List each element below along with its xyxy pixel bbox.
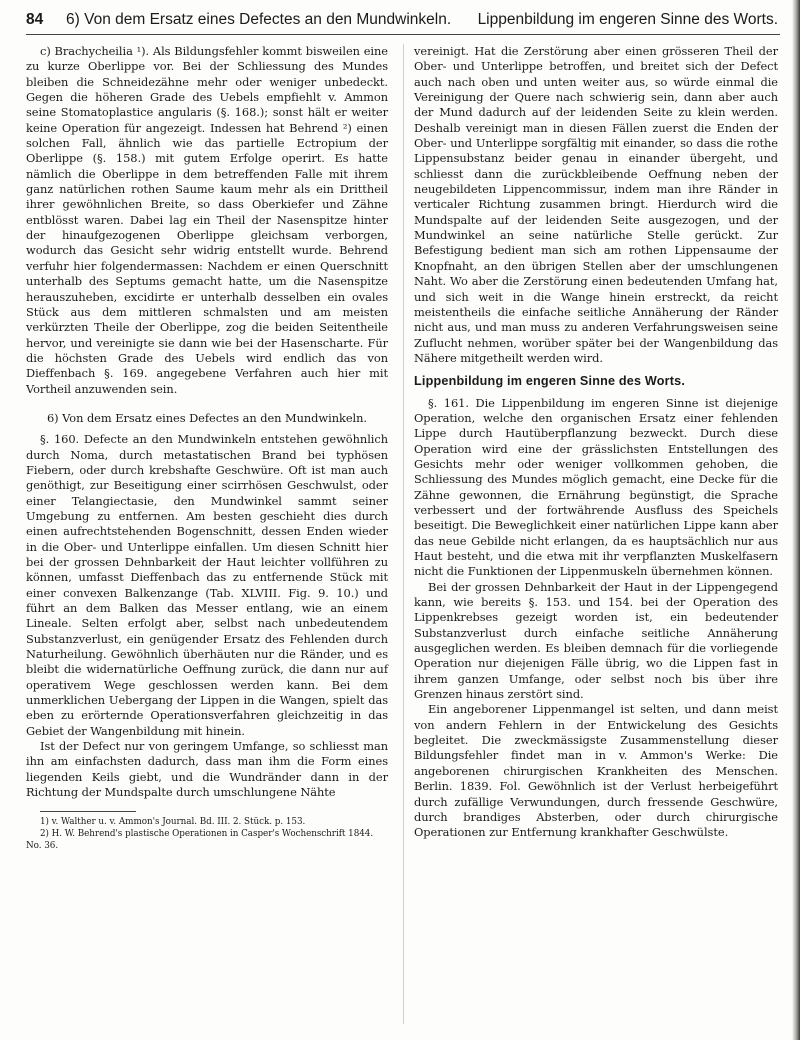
paragraph-brachycheilia: c) Brachycheilia ¹). Als Bildungsfehler kommt bisweilen eine zu kurze Oberlippe vor. Bei der Schliessung des Mundes bleiben die Schneidezähne mehr oder weniger unbedeckt. Gegen die höheren Grade des Uebels empfiehlt v. Ammon seine Stomatoplastice angularis (§. 168.); sonst hält er weiter keine Operation für angezeigt. Indessen hat Behrend ²) einen solchen Fall, ähnlich wie das partielle Ectropium der Oberlippe (§. 158.) mit gutem Erfolge operirt. Es hatte nämlich die Oberlippe in dem betreffenden Falle mit ihrem ganz natürlichen rothen Saume kaum mehr als ein Drittheil ihrer gewöhnlichen Breite, so dass Oberkiefer und Zähne entblösst waren. Dabei lag ein Theil der Nasenspitze hinter der hinaufgezogenen Oberlippe gleichsam verborgen, wodurch das Gesicht sehr widrig entstellt wurde. Behrend verfuhr hier folgendermassen: Nachdem er einen Querschnitt unterhalb des Septums gemacht hatte, um die Nasenspitze herauszuheben, excidirte er unterhalb desselben ein ovales Stück aus dem mittleren schmalsten und am meisten verkürzten Theile der Oberlippe, zog die beiden Seitentheile hervor, und vereinigte sie dann wie bei der Hasenscharte. Für die höchsten Grade des Uebels wird endlich das von Dieffenbach §. 169. angegebene Verfahren auch hier mit Vortheil anzuwenden sein. (26, 44, 388, 396)
running-header (26, 8, 780, 35)
paragraph-keil-naht: Ist der Defect nur von geringem Umfange, so schliesst man ihn am einfachsten dadurch, dass man ihm die Form eines liegenden Keils giebt, und die Wundränder dann in der Richtung der Mundspalte durch umschlungene Nähte (26, 739, 388, 800)
right-column (414, 44, 778, 841)
chapter-title: 6) Von dem Ersatz eines Defectes an den Mundwinkeln. (66, 11, 452, 28)
left-column (26, 44, 388, 852)
page-edge-shadow (792, 0, 800, 1040)
page-number: 84 (26, 11, 44, 28)
section-title-mundwinkel: 6) Von dem Ersatz eines Defectes an den Mundwinkeln. (46, 410, 367, 425)
subheading-lippenbildung: Lippenbildung im engeren Sinne des Worts. (414, 374, 686, 389)
paragraph-dehnbarkeit: Bei der grossen Dehnbarkeit der Haut in der Lippengegend kann, wie bereits §. 153. und 154. bei der Operation des Lippenkrebses gezeigt worden ist, ein bedeutender Substanzverlust durch einfache seitliche Annäherung ausgeglichen werden. Es bleiben demnach für die vorliegende Operation nur diejenigen Fälle übrig, wo die Lippen fast in ihrem ganzen Umfange, oder selbst noch bis über ihre Grenzen hinaus zerstört sind. (414, 579, 778, 702)
paragraph-vereinigung: vereinigt. Hat die Zerstörung aber einen grösseren Theil der Ober- und Unterlippe betroffen, und breitet sich der Defect auch nach oben und unten weiter aus, so würde einmal die Vereinigung der Quere nach schwierig sein, dann aber auch der Mund dadurch auf der leidenden Seite zu klein werden. Deshalb vereinigt man in diesen Fällen zuerst die Enden der Ober- und Unterlippe sorgfältig mit einander, so dass die rothe Lippensubstanz beider genau in einander übergeht, und schliesst dann die zurückbleibende Oeffnung neben der neugebildeten Lippencommissur, indem man ihre Ränder in verticaler Richtung zusammen bringt. Hierdurch wird die Mundspalte auf der leidenden Seite ausgezogen, und der Mundwinkel an seine natürliche Stelle gerückt. Zur Befestigung bedient man sich am rothen Lippensaume der Knopfnaht, an den übrigen Stellen aber der umschlungenen Naht. Wo aber die Zerstörung einen bedeutenden Umfang hat, und sich weit in die Wange hinein erstreckt, da reicht meistentheils die einfache seitliche Annäherung der Ränder nicht aus, und man muss zu anderen Verfahrungsweisen seine Zuflucht nehmen, worüber später bei der Wangenbildung das Nähere mitgetheilt werden wird. (414, 44, 778, 365)
paragraph-section-160: §. 160. Defecte an den Mundwinkeln entstehen gewöhnlich durch Noma, durch metastatischen Brand bei typhösen Fiebern, oder durch krebshafte Geschwüre. Oft ist man auch genöthigt, zur Beseitigung einer scirrhösen Geschwulst, oder einer Telangiectasie, den Mundwinkel sammt seiner Umgebung zu entfernen. Am besten geschieht dies durch einen aufrechtstehenden Bogenschnitt, dessen Enden wieder in die Ober- und Unterlippe einfallen. Um diesen Schnitt hier bei der grossen Dehnbarkeit der Haut leichter vollführen zu können, umfasst Dieffenbach das zu entfernende Stück mit einer convexen Balkenzange (Tab. XLVIII. Fig. 9. 10.) und führt an dem Balken das Messer entlang, wie an einem Lineale. Selten erfolgt aber, selbst nach unbedeutendem Substanzverlust, ein genügender Ersatz des Fehlenden durch Naturheilung. Gewöhnlich überhäuten nur die Ränder, und es bleibt die widernatürliche Oeffnung zurück, die dann nur auf operativem Wege geschlossen werden kann. Bei dem unmerklichen Uebergang der Lippen in die Wangen, spielt das eben zu erörternde Operationsverfahren gleichzeitig in das Gebiet der Wangenbildung mit hinein. (26, 432, 388, 738)
paragraph-lippenmangel: Ein angeborener Lippenmangel ist selten, und dann meist von andern Fehlern in der Entwickelung des Gesichts begleitet. Die zweckmässigste Zusammenstellung dieser Bildungsfehler findet man in v. Ammon's Werke: Die angeborenen chirurgischen Krankheiten des Menschen. Berlin. 1839. Fol. Gewöhnlich ist der Verlust herbeigeführt durch zufällige Verwundungen, durch fressende Geschwüre, durch brandiges Absterben, oder durch chirurgische Operationen zur Entfernung krankhafter Geschwülste. (414, 702, 778, 840)
column-divider (403, 44, 404, 1024)
footnote-divider (40, 811, 136, 812)
paragraph-section-161: §. 161. Die Lippenbildung im engeren Sinne ist diejenige Operation, welche den organischen Ersatz einer fehlenden Lippe durch Hautüberpflanzung bezweckt. Durch diese Operation wird eine der grässlichsten Entstellungen des Gesichts mehr oder weniger vollkommen gehoben, die Schliessung des Mundes möglich gemacht, eine Decke für die Zähne gewonnen, die Ernährung begünstigt, die Sprache verbessert und der fortwährende Ausfluss des Speichels beseitigt. Die Beweglichkeit einer natürlichen Lippe kann aber das neue Gebilde nicht erlangen, da es hauptsächlich nur aus Haut besteht, und die etwa mit ihr verpflanzten Muskelfasern nicht die Funktionen der Lippenmuskeln übernehmen können. (414, 395, 778, 579)
footnote-2: 2) H. W. Behrend's plastische Operationen in Casper's Wochenschrift 1844. No. 36. (26, 828, 374, 851)
footnote-1: 1) v. Walther u. v. Ammon's Journal. Bd. III. 2. Stück. p. 153. (40, 816, 306, 827)
section-running-title: Lippenbildung im engeren Sinne des Worts. (477, 11, 778, 28)
